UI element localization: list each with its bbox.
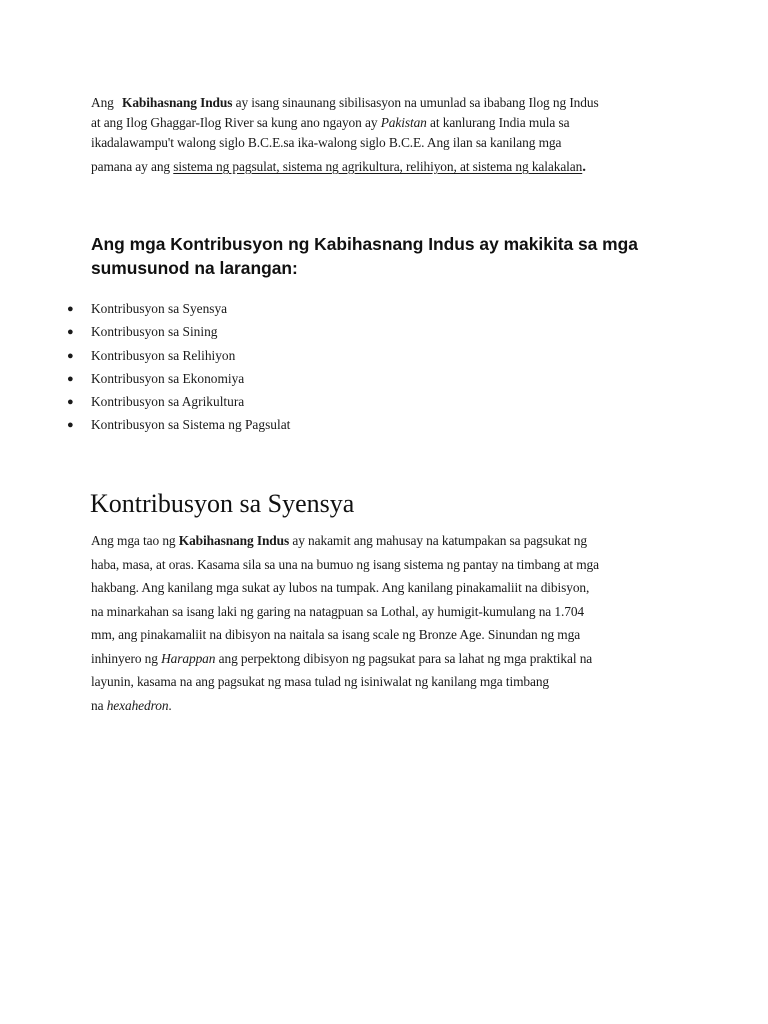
contributions-list — [67, 299, 291, 439]
paragraph-line — [91, 670, 691, 694]
paragraph-text: ang perpektong dibisyon ng pagsukat para sa lahat ng mga praktikal na — [218, 650, 593, 666]
paragraph-period: . — [168, 697, 172, 713]
list-item — [67, 392, 290, 415]
list-item-label: Kontribusyon sa Sistema ng Pagsulat — [91, 417, 291, 433]
bullet-icon: ● — [67, 349, 74, 362]
paragraph-text: na minarkahan sa isang laki ng garing na natagpuan sa Lothal, ay humigit-kumulang na 1.704 — [91, 603, 585, 619]
list-item-label: Kontribusyon sa Relihiyon — [91, 347, 236, 363]
legacy-link[interactable]: sistema ng pagsulat, sistema ng agrikultura, relihiyon, at sistema ng kalakalan — [173, 159, 583, 174]
intro-text: ikadalawampu't walong siglo B.C.E.sa ika-walong siglo B.C.E. Ang ilan sa kanilang mga — [91, 135, 562, 150]
paragraph-text: Ang mga tao ng — [91, 533, 176, 548]
intro-period: . — [582, 159, 586, 175]
civilization-name: Kabihasnang Indus — [178, 533, 290, 548]
list-item — [67, 415, 291, 438]
list-item — [67, 369, 290, 392]
paragraph-line — [91, 647, 691, 671]
bullet-icon: ● — [67, 372, 74, 385]
bullet-icon: ● — [67, 396, 74, 409]
paragraph-line — [91, 576, 691, 600]
intro-text: ay isang sinaunang sibilisasyon na umunlad sa ibabang Ilog ng Indus — [235, 95, 599, 110]
paragraph-text: haba, masa, at oras. Kasama sila sa una na bumuo ng isang sistema ng pantay na timbang at mga — [91, 556, 599, 572]
bullet-icon: ● — [67, 326, 74, 339]
intro-paragraph — [91, 93, 691, 177]
paragraph-line — [91, 623, 691, 647]
heading-line: Ang mga Kontribusyon ng Kabihasnang Indus ay makikita sa mga — [91, 234, 638, 254]
paragraph-text: mm, ang pinakamaliit na dibisyon na naitala sa isang scale ng Bronze Age. Sinundan ng mga — [91, 627, 581, 642]
list-item-label: Kontribusyon sa Sining — [91, 324, 218, 340]
intro-line — [91, 113, 691, 133]
paragraph-text: ay nakamit ang mahusay na katumpakan sa pagsukat ng — [292, 533, 587, 548]
paragraph-text: hakbang. Ang kanilang mga sukat ay lubos na tumpak. Ang kanilang pinakamaliit na dibisyon, — [91, 580, 590, 595]
paragraph-text: layunin, kasama na ang pagsukat ng masa tulad ng isiniwalat ng kanilang mga timbang — [91, 674, 550, 689]
civilization-name: Kabihasnang Indus — [122, 95, 233, 110]
heading-line: sumusunod na larangan: — [91, 258, 298, 278]
intro-line — [91, 93, 691, 113]
contributions-heading — [91, 232, 711, 280]
list-item-label: Kontribusyon sa Syensya — [91, 301, 228, 316]
paragraph-text: na — [91, 697, 104, 713]
intro-text: pamana ay ang — [91, 159, 171, 174]
bullet-icon: ● — [67, 419, 74, 432]
paragraph-line — [91, 694, 691, 718]
list-item — [67, 346, 290, 369]
intro-text: at ang Ilog Ghaggar-Ilog River sa kung ano ngayon ay — [91, 115, 378, 130]
hexahedron-term: hexahedron — [106, 697, 169, 713]
list-item — [67, 299, 290, 322]
list-item — [67, 322, 290, 345]
intro-text: at kanlurang India mula sa — [430, 115, 570, 130]
paragraph-line — [91, 529, 691, 553]
science-paragraph — [91, 529, 691, 717]
paragraph-line — [91, 553, 691, 577]
paragraph-line — [91, 600, 691, 624]
intro-text: Ang — [91, 95, 114, 110]
list-item-label: Kontribusyon sa Ekonomiya — [91, 370, 245, 386]
paragraph-text: inhinyero ng — [91, 650, 158, 666]
list-item-label: Kontribusyon sa Agrikultura — [91, 394, 245, 410]
bullet-icon: ● — [67, 303, 74, 315]
intro-line — [91, 133, 691, 153]
section-title: Kontribusyon sa Syensya — [90, 489, 355, 518]
intro-line — [91, 157, 691, 177]
harappan-term: Harappan — [161, 650, 216, 666]
country-name: Pakistan — [380, 115, 427, 130]
